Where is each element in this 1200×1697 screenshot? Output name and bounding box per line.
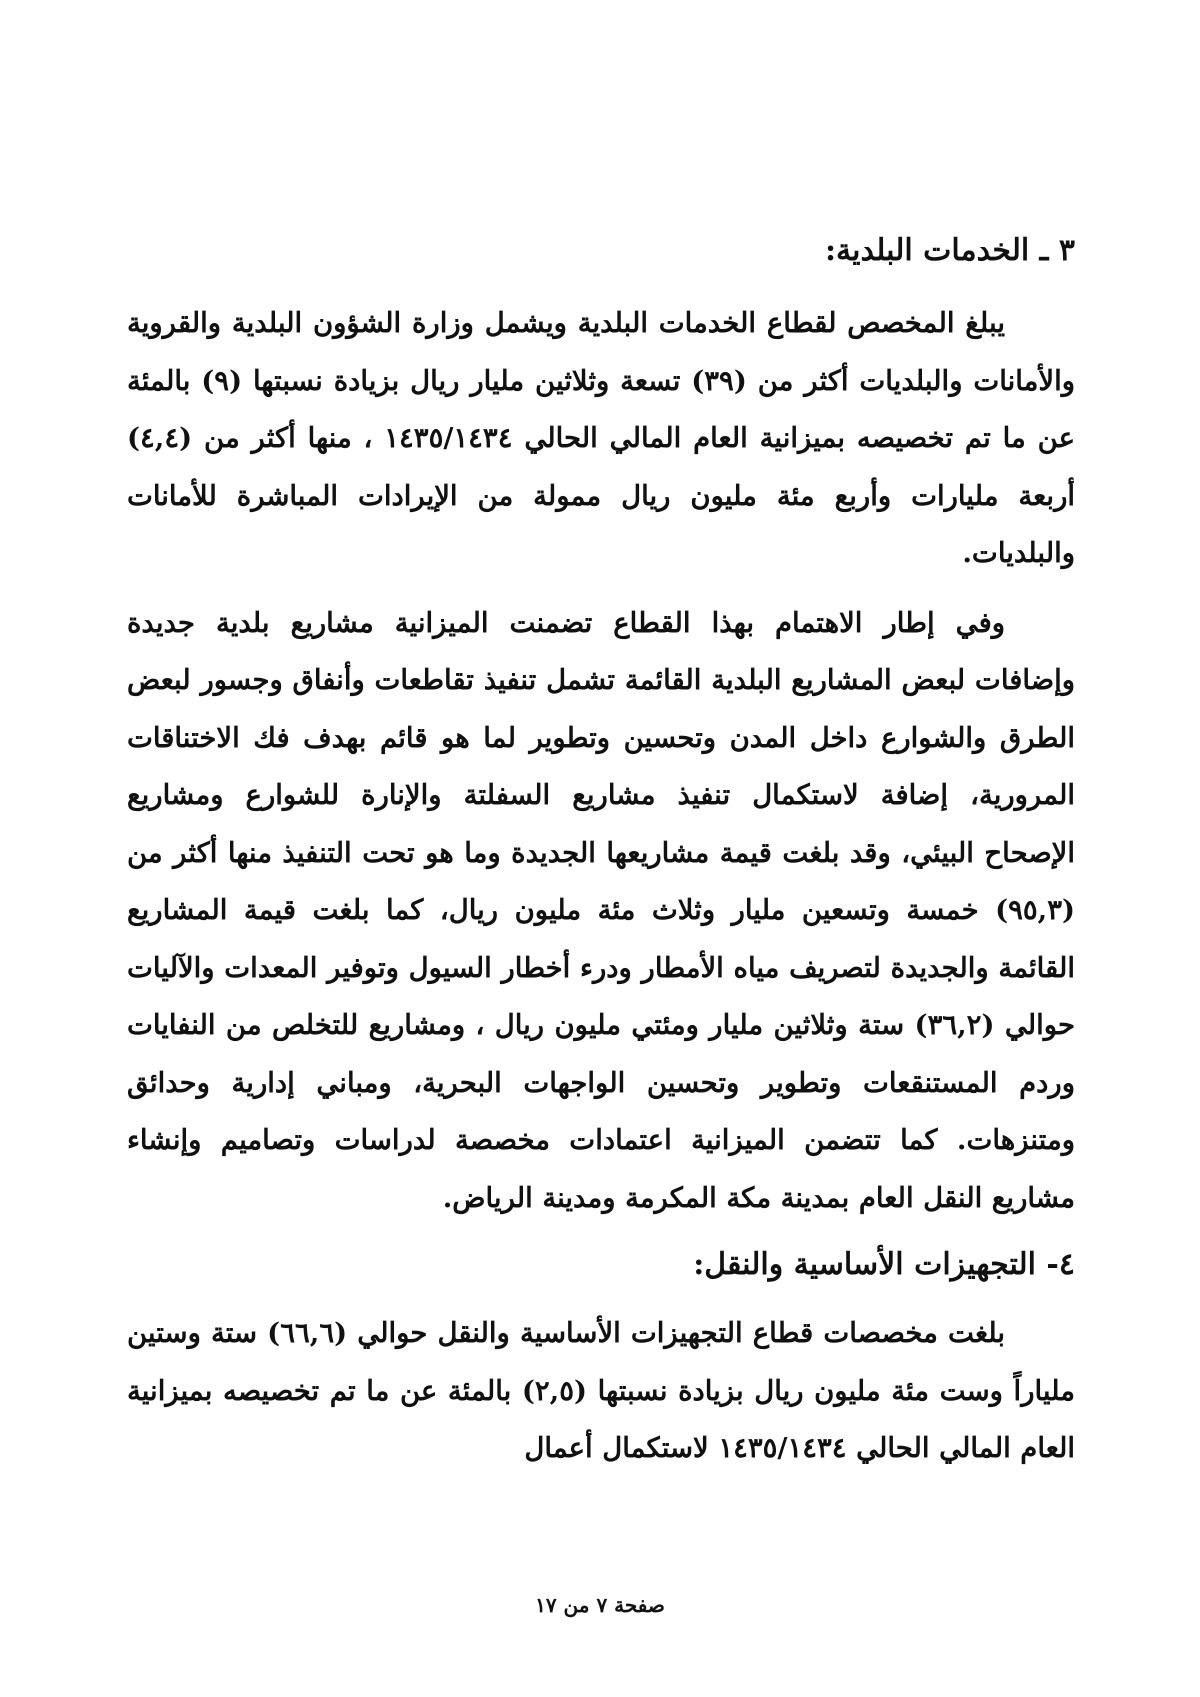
section-3-paragraph-1: يبلغ المخصص لقطاع الخدمات البلدية ويشمل وزارة الشؤون البلدية والقروية والأمانات والبلديات أكثر من (٣٩) تسعة وثلاثين مليار ريال بزيادة نسبتها (٩) بالمئة عن ما تم تخصيصه بميزانية العام المالي الحالي ١٤٣٥/١٤٣٤ ، منها أكثر من (٤,٤) أربعة مليارات وأربع مئة مليون ريال ممولة من الإيرادات المباشرة للأمانات والبلديات. — [127, 307, 1076, 569]
section-4-heading: ٤- التجهيزات الأساسية والنقل: — [693, 1247, 1075, 1282]
page-content — [127, 225, 1075, 1490]
section-3-heading: ٣ ـ الخدمات البلدية: — [824, 233, 1075, 268]
section-3-paragraph-2: وفي إطار الاهتمام بهذا القطاع تضمنت الميزانية مشاريع بلدية جديدة وإضافات لبعض المشاريع البلدية القائمة تشمل تنفيذ تقاطعات وأنفاق وجسور لبعض الطرق والشوارع داخل المدن وتحسين وتطوير لما هو قائم بهدف فك الاختناقات المرورية، إضافة لاستكمال تنفيذ مشاريع السفلتة والإنارة للشوارع ومشاريع الإصحاح البيئي، وقد بلغت قيمة مشاريعها الجديدة وما هو تحت التنفيذ منها أكثر من (٩٥,٣) خمسة وتسعين مليار وثلاث مئة مليون ريال، كما بلغت قيمة المشاريع القائمة والجديدة لتصريف مياه الأمطار ودرء أخطار السيول وتوفير المعدات والآليات حوالي (٣٦,٢) ستة وثلاثين مليار ومئتي مليون ريال ، ومشاريع للتخلص من النفايات وردم المستنقعات وتطوير وتحسين الواجهات البحرية، ومباني إدارية وحدائق ومتنزهات. كما تتضمن الميزانية اعتمادات مخصصة لدراسات وتصاميم وإنشاء مشاريع النقل العام بمدينة مكة المكرمة ومدينة الرياض. — [127, 606, 1075, 1214]
page-number-footer: صفحة ٧ من ١٧ — [535, 1593, 665, 1617]
section-4-paragraph-1: بلغت مخصصات قطاع التجهيزات الأساسية والنقل حوالي (٦٦,٦) ستة وستين ملياراً وست مئة مليون ريال بزيادة نسبتها (٢,٥) بالمئة عن ما تم تخصيصه بميزانية العام المالي الحالي ١٤٣٥/١٤٣٤ لاستكمال أعمال — [127, 1317, 1075, 1464]
